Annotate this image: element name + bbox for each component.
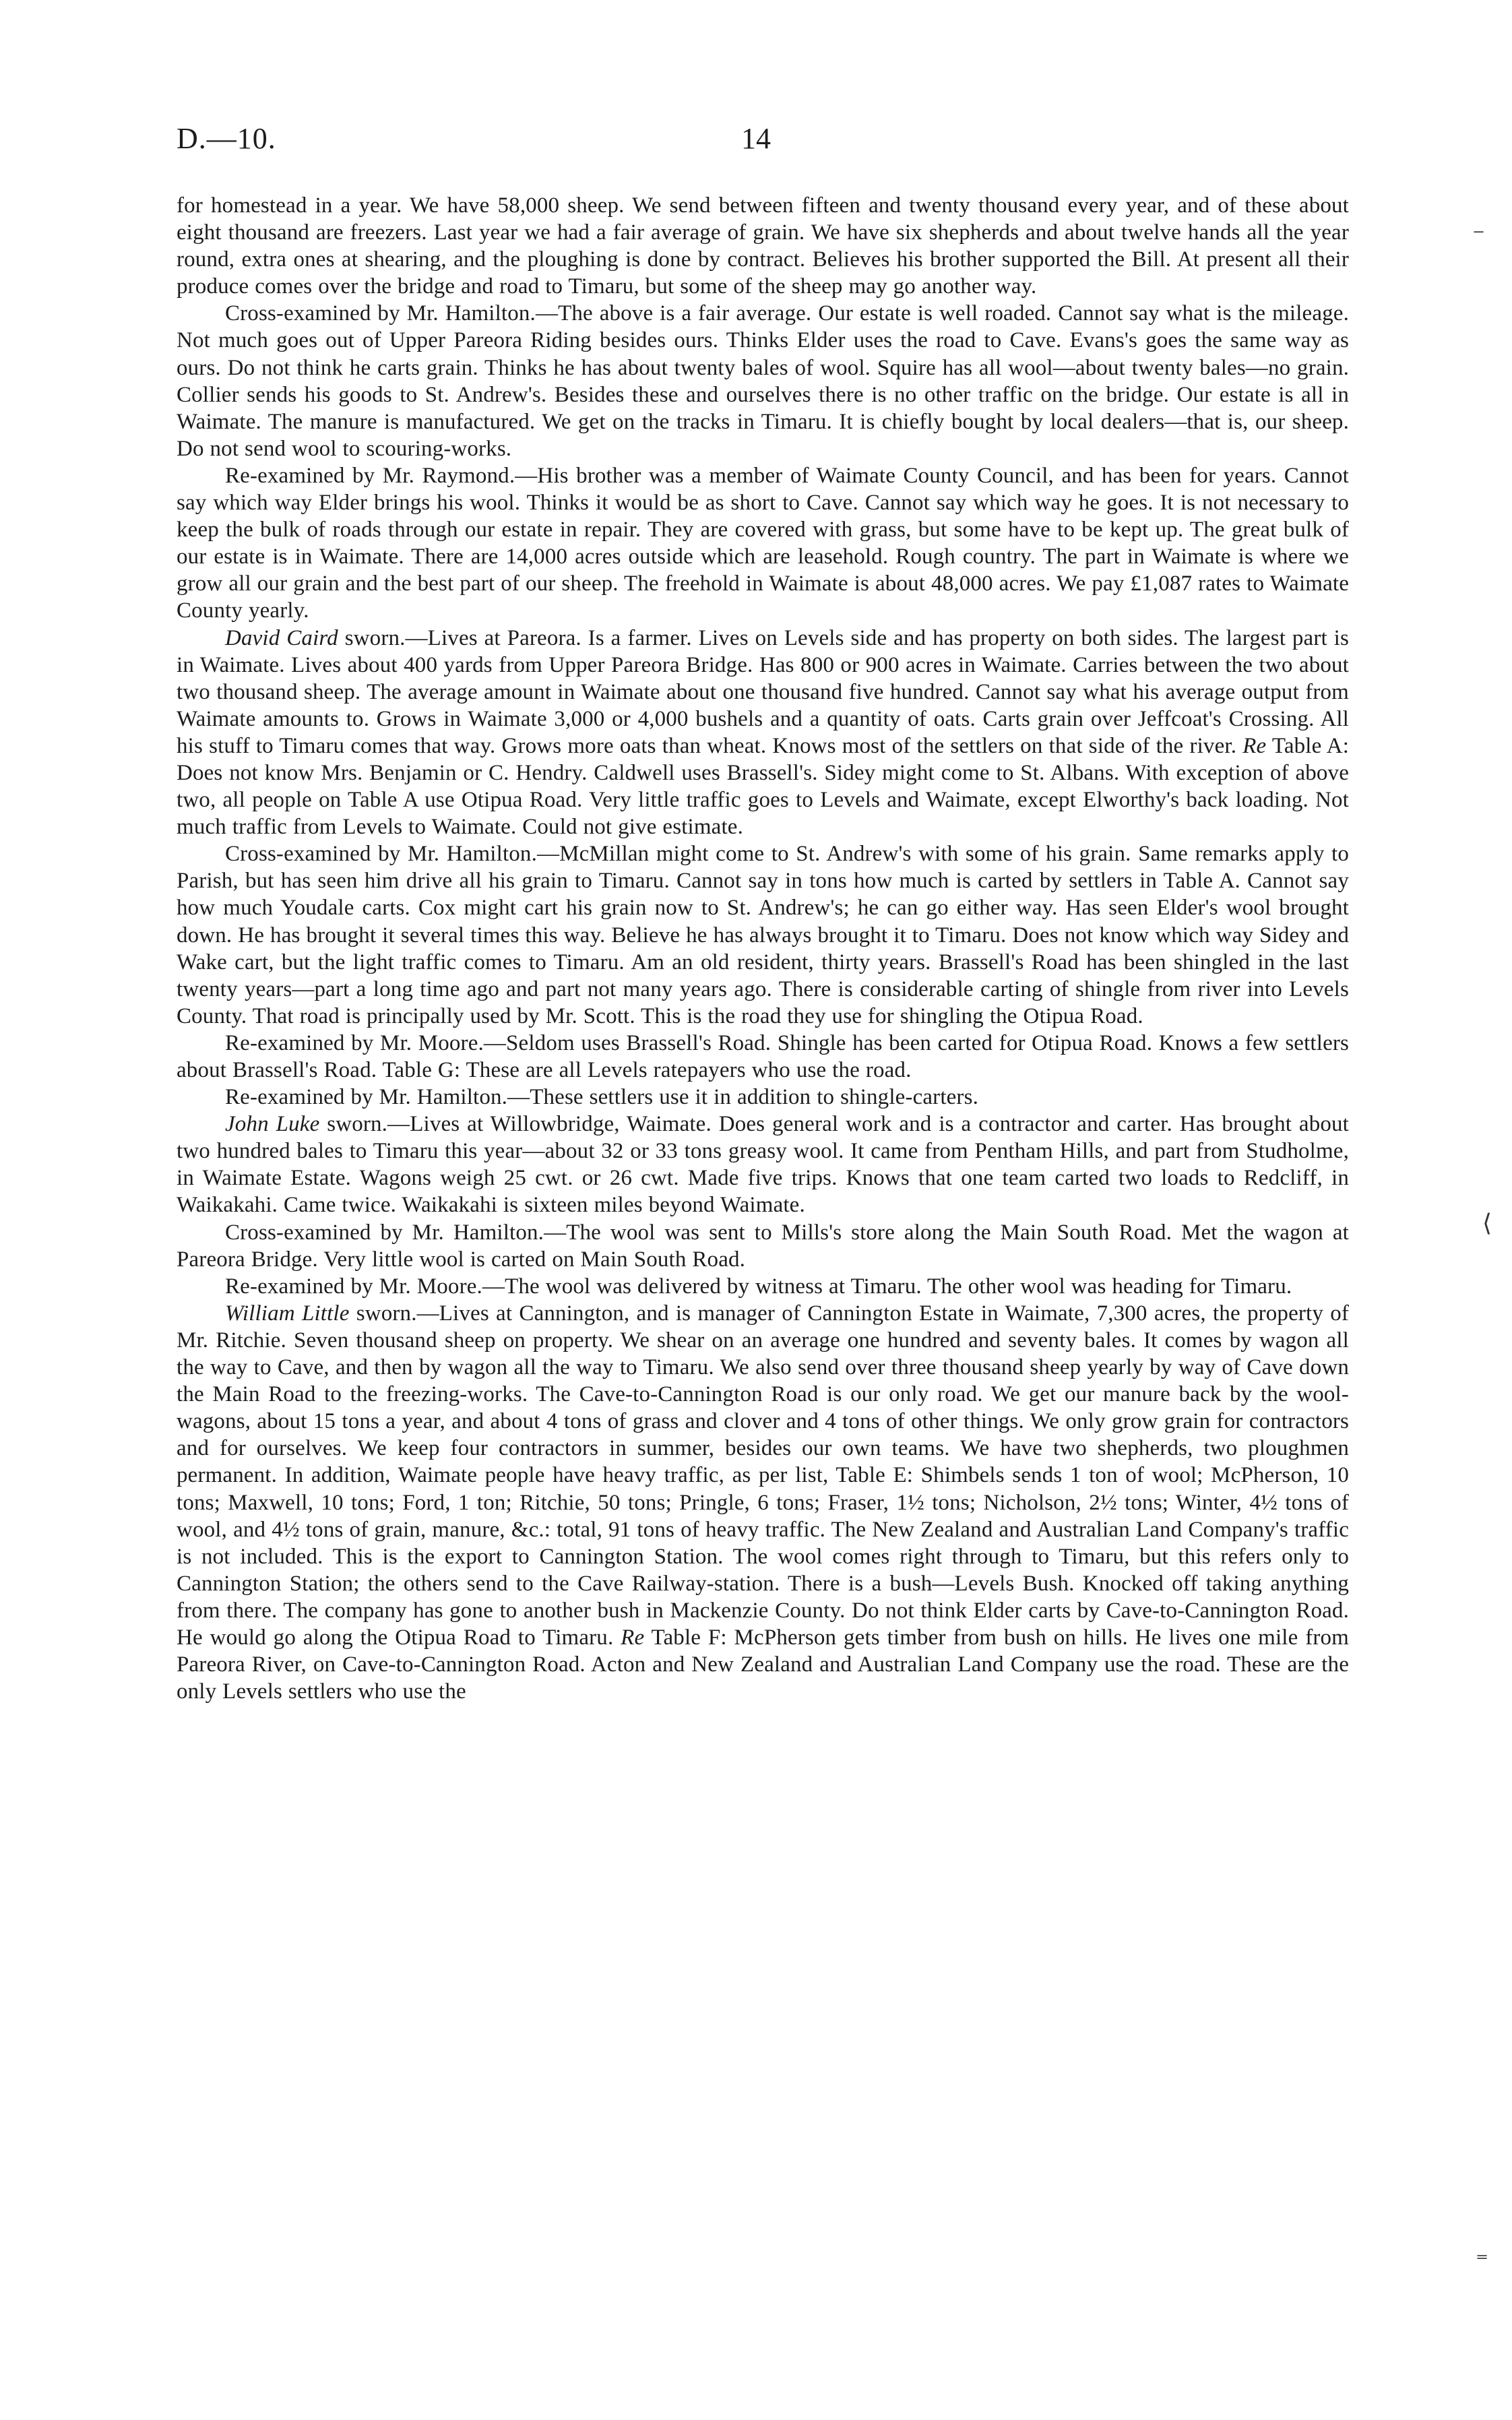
paragraph-text: Table A: Does not know Mrs. Benjamin or C. Hendry. Caldwell uses Brassell's. Sidey might come to St. Albans. With exception of above two, all people on Table A use Otipua Road. Very little traffic goes to Levels and Waimate, except Elworthy's back loading. Not much traffic from Levels to Waimate. Could not give estimate. [177,733,1350,840]
witness-name: William Little [225,1301,350,1326]
paragraph-text: Cross-examined by Mr. Hamilton.—The wool was sent to Mills's store along the Main South Road. Met the wagon at Pareora Bridge. Very little wool is carted on Main South Road. [177,1220,1349,1272]
paragraph-text: Table F: McPherson gets timber from bush on hills. He lives one mile from Pareora River, on Cave-to-Cannington Road. Acton and New Zealand and Australian Land Company use the road. These are the only Levels settlers who use the [177,1625,1349,1704]
paragraph-text: Re-examined by Mr. Moore.—The wool was delivered by witness at Timaru. The other wool was heading for Timaru. [225,1274,1292,1299]
paragraph [177,462,1349,625]
paragraph [177,1084,1349,1111]
page-header [0,121,1512,175]
document-reference: D.—10. [177,122,276,155]
paragraph [177,1273,1349,1300]
paragraph [177,1219,1349,1273]
witness-name: David Caird [225,625,338,650]
witness-name: Re [621,1625,645,1650]
page-number: 14 [741,122,771,155]
paragraph-text: Re-examined by Mr. Hamilton.—These settlers use it in addition to shingle-carters. [225,1085,978,1110]
paragraph-text: Re-examined by Mr. Raymond.—His brother was a member of Waimate County Council, and has been for years. Cannot say which way Elder brings his wool. Thinks it would be as short to Cave. Cannot say which way he goes. It is not necessary to keep the bulk of roads through our estate in repair. They are covered with grass, but some have to be kept up. The great bulk of our estate is in Waimate. There are 14,000 acres outside which are leasehold. Rough country. The part in Waimate is where we grow all our grain and the best part of our sheep. The freehold in Waimate is about 48,000 acres. We pay £1,087 rates to Waimate County yearly. [177,463,1349,623]
paragraph [177,625,1349,841]
paragraph-text: for homestead in a year. We have 58,000 sheep. We send between fifteen and twenty thousand every year, and of these about eight thousand are freezers. Last year we had a fair average of grain. We have six shepherds and about twelve hands all the year round, extra ones at shearing, and the ploughing is done by contract. Believes his brother supported the Bill. At present all their produce comes over the bridge and road to Timaru, but some of the sheep may go another way. [177,193,1349,299]
witness-name: Re [1242,733,1267,758]
paragraph [177,192,1349,300]
paragraph-text: sworn.—Lives at Cannington, and is manager of Cannington Estate in Waimate, 7,300 acres, the property of Mr. Ritchie. Seven thousand sheep on property. We shear on an average one hundred and seventy bales. It comes by wagon all the way to Cave, and then by wagon all the way to Timaru. We also send over three thousand sheep yearly by way of Cave down the Main Road to the freezing-works. The Cave-to-Cannington Road is our only road. We get our manure back by the wool-wagons, about 15 tons a year, and about 4 tons of grass and clover and 4 tons of other things. We only grow grain for contractors and for ourselves. We keep four contractors in summer, besides our own teams. We have two shepherds, two ploughmen permanent. In addition, Waimate people have heavy traffic, as per list, Table E: Shimbels sends 1 ton of wool; McPherson, 10 tons; Maxwell, 10 tons; Ford, 1 ton; Ritchie, 50 tons; Pringle, 6 tons; Fraser, 1½ tons; Nicholson, 2½ tons; Winter, 4½ tons of wool, and 4½ tons of grain, manure, &c.: total, 91 tons of heavy traffic. The New Zealand and Australian Land Company's traffic is not included. This is the export to Cannington Station. The wool comes right through to Timaru, but this refers only to Cannington Station; the others send to the Cave Railway-station. There is a bush—Levels Bush. Knocked off taking anything from there. The company has gone to another bush in Mackenzie County. Do not think Elder carts by Cave-to-Cannington Road. He would go along the Otipua Road to Timaru. [177,1301,1349,1650]
paragraph-text: Cross-examined by Mr. Hamilton.—The above is a fair average. Our estate is well roaded. Cannot say what is the mileage. Not much goes out of Upper Pareora Riding besides ours. Thinks Elder uses the road to Cave. Evans's goes the same way as ours. Do not think he carts grain. Thinks he has about twenty bales of wool. Squire has all wool—about twenty bales—no grain. Collier sends his goods to St. Andrew's. Besides these and ourselves there is no other traffic on the bridge. Our estate is all in Waimate. The manure is manufactured. We get on the tracks in Timaru. It is chiefly bought by local dealers—that is, our sheep. Do not send wool to scouring-works. [177,301,1349,461]
paragraph-text: sworn.—Lives at Willowbridge, Waimate. Does general work and is a contractor and carter. Has brought about two hundred bales to Timaru this year—about 32 or 33 tons greasy wool. It came from Pentham Hills, and part from Studholme, in Waimate Estate. Wagons weigh 25 cwt. or 26 cwt. Made five trips. Knows that one team carted two loads to Redcliff, in Waikakahi. Came twice. Waikakahi is sixteen miles beyond Waimate. [177,1112,1349,1218]
margin-dash-mark-bottom: ⁼ [1476,2247,1489,2275]
paragraph-text: sworn.—Lives at Pareora. Is a farmer. Lives on Levels side and has property on both sides. The largest part is in Waimate. Lives about 400 yards from Upper Pareora Bridge. Has 800 or 900 acres in Waimate. Carries between the two about two thousand sheep. The average amount in Waimate about one thousand five hundred. Cannot say what his average output from Waimate amounts to. Grows in Waimate 3,000 or 4,000 bushels and a quantity of oats. Carts grain over Jeffcoat's Crossing. All his stuff to Timaru comes that way. Grows more oats than wheat. Knows most of the settlers on that side of the river. [177,625,1349,758]
margin-dash-mark: ⁻ [1472,222,1486,250]
paragraph-text: Cross-examined by Mr. Hamilton.—McMillan might come to St. Andrew's with some of his grain. Same remarks apply to Parish, but has seen him drive all his grain to Timaru. Cannot say in tons how much is carted by settlers in Table A. Cannot say how much Youdale carts. Cox might cart his grain now to St. Andrew's; he can go either way. Has seen Elder's wool brought down. He has brought it several times this way. Believe he has always brought it to Timaru. Does not know which way Sidey and Wake cart, but the light traffic comes to Timaru. Am an old resident, thirty years. Brassell's Road has been shingled in the last twenty years—part a long time ago and part not many years ago. There is considerable carting of shingle from river into Levels County. That road is principally used by Mr. Scott. This is the road they use for shingling the Otipua Road. [177,842,1349,1028]
witness-name: John Luke [225,1112,320,1137]
document-body [177,192,1349,1705]
paragraph-text: Re-examined by Mr. Moore.—Seldom uses Brassell's Road. Shingle has been carted for Otipua Road. Knows a few settlers about Brassell's Road. Table G: These are all Levels ratepayers who use the road. [177,1030,1349,1082]
paragraph [177,1111,1349,1218]
margin-pencil-mark: ⟨ [1482,1210,1492,1237]
paragraph [177,1030,1349,1084]
paragraph [177,1300,1349,1705]
paragraph [177,840,1349,1030]
paragraph [177,300,1349,462]
